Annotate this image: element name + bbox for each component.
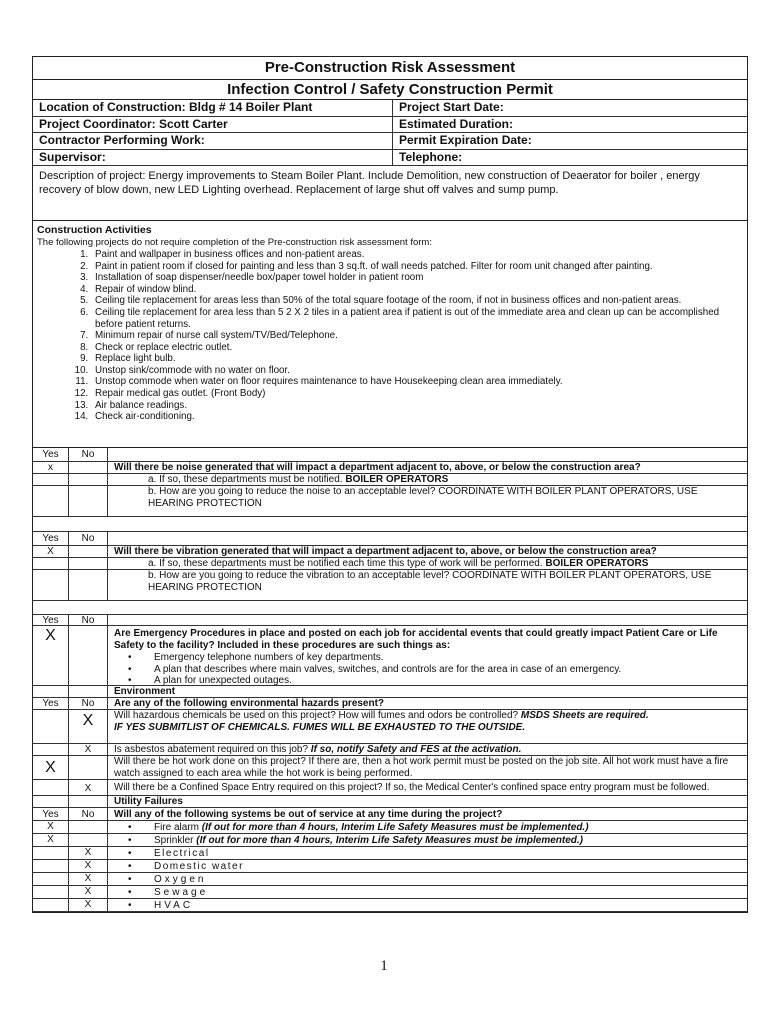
info-row <box>33 117 747 134</box>
activity-item: 3. Installation of soap dispenser/needle box/paper towel holder in patient room <box>91 272 743 284</box>
no-header: No <box>69 808 108 821</box>
location-field[interactable]: Location of Construction: Bldg # 14 Boiler Plant <box>33 100 393 116</box>
duration-field[interactable]: Estimated Duration: <box>399 116 514 131</box>
confined-space-yes-checkbox[interactable] <box>33 780 69 796</box>
no-header: No <box>69 532 108 546</box>
project-description: Description of project: Energy improvements to Steam Boiler Plant. Include Demolition, new construction of Deaerator for boiler , energy recovery of blow down, new LED Lighting overhead. Replacement of large shut off valves and sump pump. <box>33 166 747 221</box>
utility-item-hvac: • HVAC <box>108 899 747 912</box>
environment-section <box>33 686 747 796</box>
activities-list <box>37 249 743 423</box>
emergency-bullet: • Emergency telephone numbers of key departments. <box>108 652 747 664</box>
yes-header: Yes <box>33 808 69 821</box>
oxygen-no-checkbox[interactable]: X <box>69 873 108 886</box>
activity-item: 10. Unstop sink/commode with no water on floor. <box>91 365 743 377</box>
activity-item: 6. Ceiling tile replacement for area less than 5 2 X 2 tiles in a patient area if patient is out of the immediate area and clean up can be accomplished before patient returns. <box>91 307 743 330</box>
asbestos-yes-checkbox[interactable] <box>33 744 69 756</box>
vibration-a-answer: BOILER OPERATORS <box>545 558 649 569</box>
form-subtitle: Infection Control / Safety Construction Permit <box>33 80 747 100</box>
form-title: Pre-Construction Risk Assessment <box>33 57 747 80</box>
hot-work-no-checkbox[interactable] <box>69 756 108 780</box>
utility-item-sewage: • Sewage <box>108 886 747 899</box>
activity-item: 1. Paint and wallpaper in business offices and non-patient areas. <box>91 249 743 261</box>
yes-header: Yes <box>33 532 69 546</box>
asbestos-no-checkbox[interactable]: X <box>69 744 108 756</box>
construction-activities <box>33 221 747 448</box>
domestic-water-yes-checkbox[interactable] <box>33 860 69 873</box>
vibration-yes-checkbox[interactable]: X <box>33 546 69 558</box>
vibration-question: Will there be vibration generated that will impact a department adjacent to, above, or below the construction area? <box>108 546 747 558</box>
activity-item: 9. Replace light bulb. <box>91 353 743 365</box>
hvac-yes-checkbox[interactable] <box>33 899 69 912</box>
info-row <box>33 133 747 150</box>
utility-item-fire-alarm: • Fire alarm (If out for more than 4 hours, Interim Life Safety Measures must be implemented.) <box>108 821 747 834</box>
vibration-section <box>33 532 747 601</box>
domestic-water-no-checkbox[interactable]: X <box>69 860 108 873</box>
hot-work-yes-checkbox[interactable]: X <box>33 756 69 780</box>
telephone-field[interactable]: Telephone: <box>399 149 463 164</box>
utility-section <box>33 796 747 912</box>
activity-item: 2. Paint in patient room if closed for painting and less than 3 sq.ft. of wall needs patched. Filter for room unit changed after painting. <box>91 261 743 273</box>
activity-item: 4. Repair of window blind. <box>91 284 743 296</box>
environment-question: Are any of the following environmental hazards present? <box>108 698 747 710</box>
emergency-question: Are Emergency Procedures in place and posted on each job for accidental events that could greatly impact Patient Care or Life Safety to the facility? Included in these procedures are such things as: <box>114 628 718 651</box>
vibration-a: a. If so, these departments must be notified each time this type of work will be performed. BOILER OPERATORS <box>108 558 747 570</box>
sewage-no-checkbox[interactable]: X <box>69 886 108 899</box>
activity-item: 7. Minimum repair of nurse call system/TV/Bed/Telephone. <box>91 330 743 342</box>
utility-item-domestic-water: • Domestic water <box>108 860 747 873</box>
fire-alarm-no-checkbox[interactable] <box>69 821 108 834</box>
start-date-field[interactable]: Project Start Date: <box>399 100 504 114</box>
noise-question: Will there be noise generated that will impact a department adjacent to, above, or below the construction area? <box>108 462 747 474</box>
activities-heading: Construction Activities <box>37 224 152 236</box>
utility-question: Will any of the following systems be out of service at any time during the project? <box>108 808 747 821</box>
vibration-no-checkbox[interactable] <box>69 546 108 558</box>
yes-header: Yes <box>33 448 69 462</box>
supervisor-field[interactable]: Supervisor: <box>33 150 393 166</box>
yes-header: Yes <box>33 615 69 626</box>
sewage-yes-checkbox[interactable] <box>33 886 69 899</box>
emergency-yes-checkbox[interactable]: X <box>33 626 69 686</box>
environment-heading: Environment <box>108 686 747 698</box>
no-header: No <box>69 448 108 462</box>
activity-item: 12. Repair medical gas outlet. (Front Body) <box>91 388 743 400</box>
emergency-no-checkbox[interactable] <box>69 626 108 686</box>
activity-item: 5. Ceiling tile replacement for areas less than 50% of the total square footage of the room, if not in business offices and non-patient areas. <box>91 295 743 307</box>
emergency-bullet: • A plan for unexpected outages. <box>108 675 747 687</box>
oxygen-yes-checkbox[interactable] <box>33 873 69 886</box>
noise-section <box>33 448 747 517</box>
asbestos-question: Is asbestos abatement required on this job? If so, notify Safety and FES at the activation. <box>108 744 747 756</box>
coordinator-field[interactable]: Project Coordinator: Scott Carter <box>33 117 393 133</box>
chemicals-yes-checkbox[interactable] <box>33 710 69 744</box>
activities-intro: The following projects do not require completion of the Pre-construction risk assessment form: <box>37 237 432 248</box>
sprinkler-yes-checkbox[interactable]: X <box>33 834 69 847</box>
chemicals-question: Will hazardous chemicals be used on this project? How will fumes and odors be controlled? MSDS Sheets are required. IF YES SUBMITLIST OF CHEMICALS. FUMES WILL BE EXHAUSTED TO THE OUTSIDE. <box>108 710 747 744</box>
utility-heading: Utility Failures <box>108 796 747 808</box>
expiration-field[interactable]: Permit Expiration Date: <box>399 133 532 147</box>
contractor-field[interactable]: Contractor Performing Work: <box>33 133 393 149</box>
noise-b: b. How are you going to reduce the noise to an acceptable level? COORDINATE WITH BOILER PLANT OPERATORS, USE HEARING PROTECTION <box>108 486 747 517</box>
noise-a: a. If so, these departments must be notified. BOILER OPERATORS <box>108 474 747 486</box>
vibration-b: b. How are you going to reduce the vibration to an acceptable level? COORDINATE WITH BOILER PLANT OPERATORS, USE HEARING PROTECTION <box>108 570 747 601</box>
chemicals-answer: IF YES SUBMITLIST OF CHEMICALS. FUMES WILL BE EXHAUSTED TO THE OUTSIDE. <box>114 722 526 733</box>
sprinkler-no-checkbox[interactable] <box>69 834 108 847</box>
hot-work-question: Will there be hot work done on this project? If there are, then a hot work permit must be posted on the job site. All hot work must have a fire watch assigned to each area while the hot work is being performed. <box>108 756 747 780</box>
utility-item-sprinkler: • Sprinkler (If out for more than 4 hours, Interim Life Safety Measures must be implemented.) <box>108 834 747 847</box>
info-row <box>33 100 747 117</box>
electrical-no-checkbox[interactable]: X <box>69 847 108 860</box>
utility-item-electrical: • Electrical <box>108 847 747 860</box>
emergency-bullet: • A plan that describes where main valves, switches, and controls are for the area in case of an emergency. <box>108 664 747 676</box>
noise-no-checkbox[interactable] <box>69 462 108 474</box>
hvac-no-checkbox[interactable]: X <box>69 899 108 912</box>
noise-yes-checkbox[interactable]: x <box>33 462 69 474</box>
activity-item: 8. Check or replace electric outlet. <box>91 342 743 354</box>
activity-item: 13. Air balance readings. <box>91 400 743 412</box>
emergency-section <box>33 615 747 686</box>
permit-form <box>32 56 748 913</box>
no-header: No <box>69 698 108 710</box>
noise-a-answer: BOILER OPERATORS <box>345 474 449 485</box>
info-row <box>33 150 747 167</box>
activity-item: 14. Check air-conditioning. <box>91 411 743 423</box>
activity-item: 11. Unstop commode when water on floor requires maintenance to have Housekeeping clean area immediately. <box>91 376 743 388</box>
yes-header: Yes <box>33 698 69 710</box>
utility-item-oxygen: • Oxygen <box>108 873 747 886</box>
electrical-yes-checkbox[interactable] <box>33 847 69 860</box>
confined-space-question: Will there be a Confined Space Entry required on this project? If so, the Medical Center's confined space entry program must be followed. <box>108 780 747 796</box>
no-header: No <box>69 615 108 626</box>
fire-alarm-yes-checkbox[interactable]: X <box>33 821 69 834</box>
page-number: 1 <box>380 958 388 974</box>
confined-space-no-checkbox[interactable]: X <box>69 780 108 796</box>
chemicals-no-checkbox[interactable]: X <box>69 710 108 744</box>
